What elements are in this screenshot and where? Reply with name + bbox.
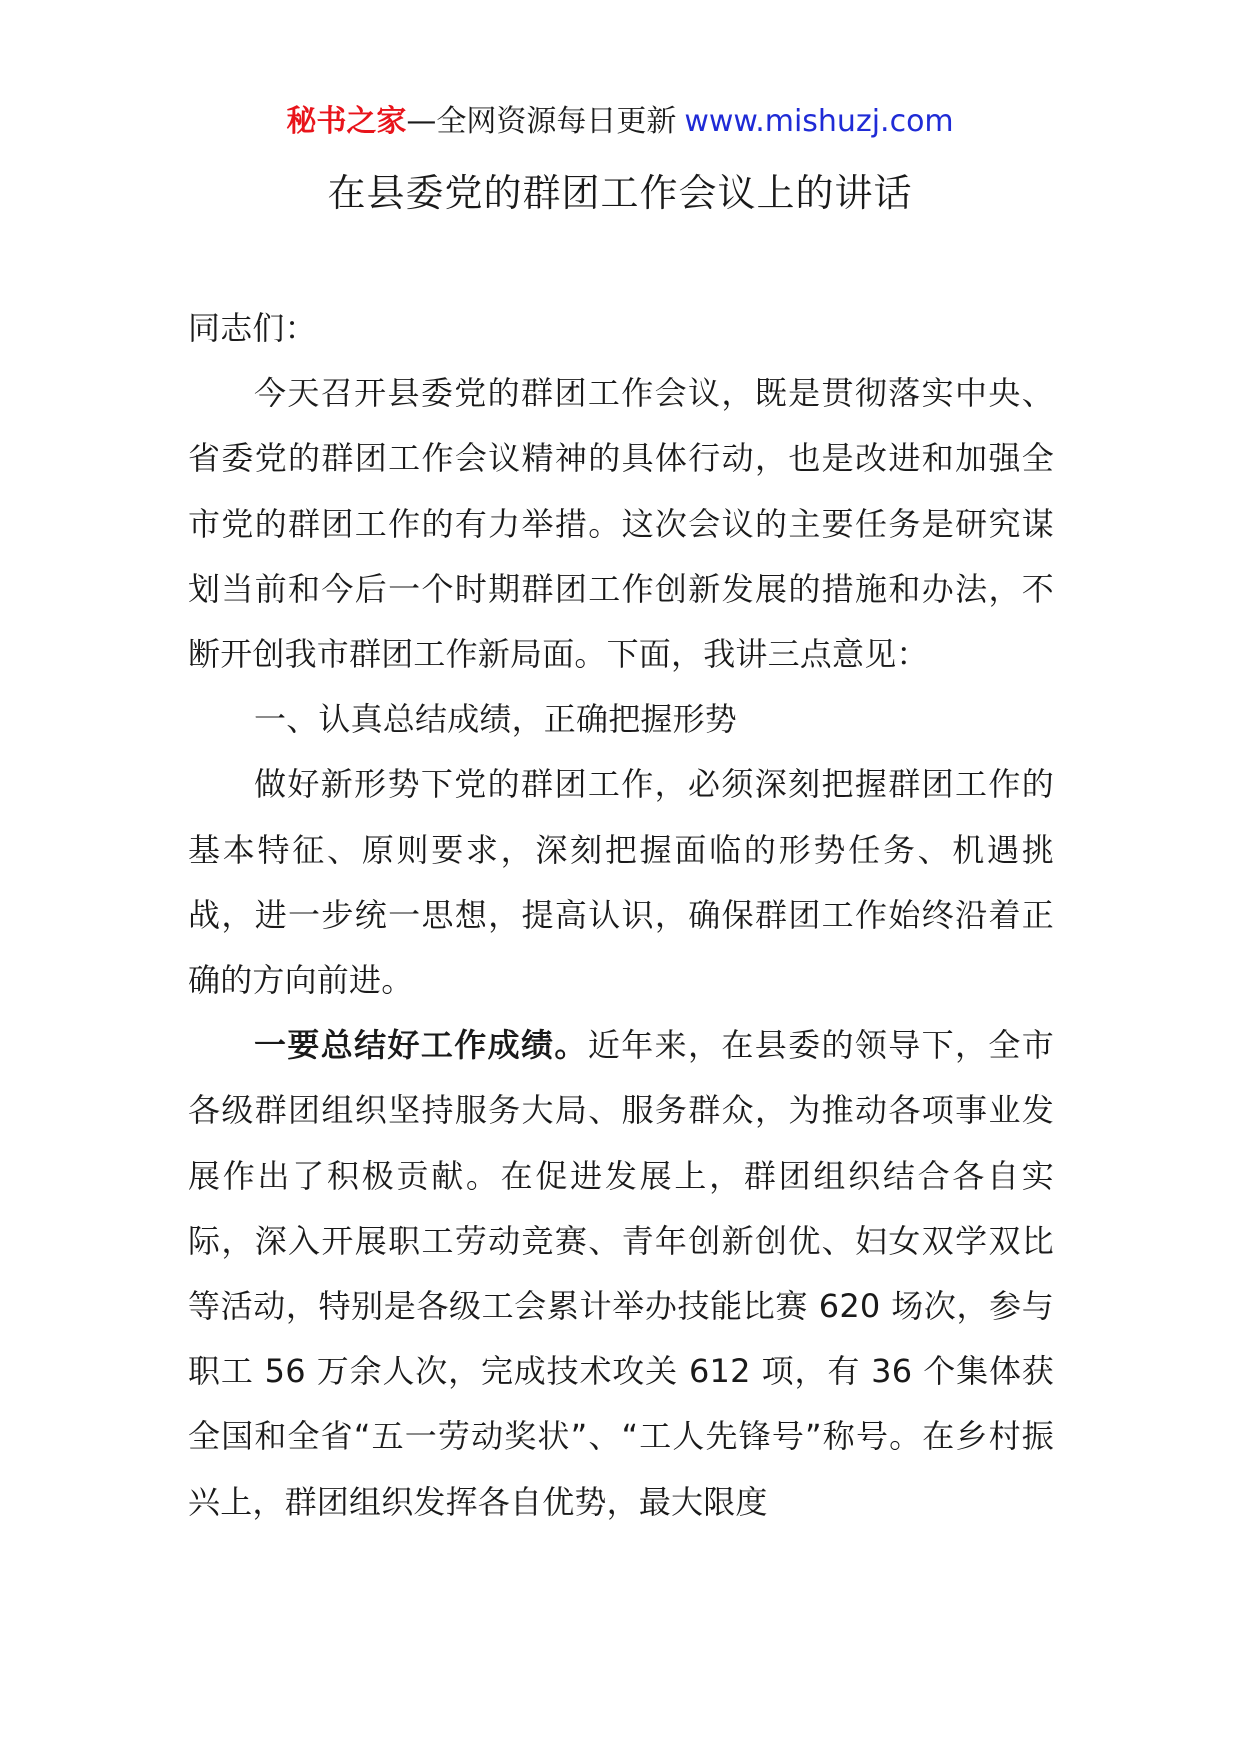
document-body xyxy=(188,296,1054,1535)
site-url-link[interactable]: www.mishuzj.com xyxy=(684,104,954,139)
site-header xyxy=(0,100,1240,144)
intro-paragraph: 今天召开县委党的群团工作会议，既是贯彻落实中央、省委党的群团工作会议精神的具体行动，也是改进和加强全市党的群团工作的有力举措。这次会议的主要任务是研究谋划当前和今后一个时期群团工作创新发展的措施和办法，不断开创我市群团工作新局面。下面，我讲三点意见： xyxy=(188,374,1054,674)
document-title: 在县委党的群团工作会议上的讲话 xyxy=(327,171,913,215)
point-lead: 一要总结好工作成绩。 xyxy=(254,1026,588,1065)
point-paragraph xyxy=(188,1013,1054,1535)
section-paragraph: 做好新形势下党的群团工作，必须深刻把握群团工作的基本特征、原则要求，深刻把握面临的形势任务、机遇挑战，进一步统一思想，提高认识，确保群团工作始终沿着正确的方向前进。 xyxy=(188,765,1054,1000)
point-text: 近年来，在县委的领导下，全市各级群团组织坚持服务大局、服务群众，为推动各项事业发展作出了积极贡献。在促进发展上，群团组织结合各自实际，深入开展职工劳动竞赛、青年创新创优、妇女双学双比等活动，特别是各级工会累计举办技能比赛 620 场次，参与职工 56 万余人次，完成技术攻关 612 项，有 36 个集体获全国和全省“五一劳动奖状”、“工人先锋号”称号。在乡村振兴上，群团组织发挥各自优势，最大限度 xyxy=(188,1026,1054,1521)
site-slogan: —全网资源每日更新 xyxy=(406,104,677,139)
salutation: 同志们： xyxy=(188,309,317,347)
section-heading: 一、认真总结成绩，正确把握形势 xyxy=(254,700,738,739)
brand-name: 秘书之家 xyxy=(286,104,407,139)
